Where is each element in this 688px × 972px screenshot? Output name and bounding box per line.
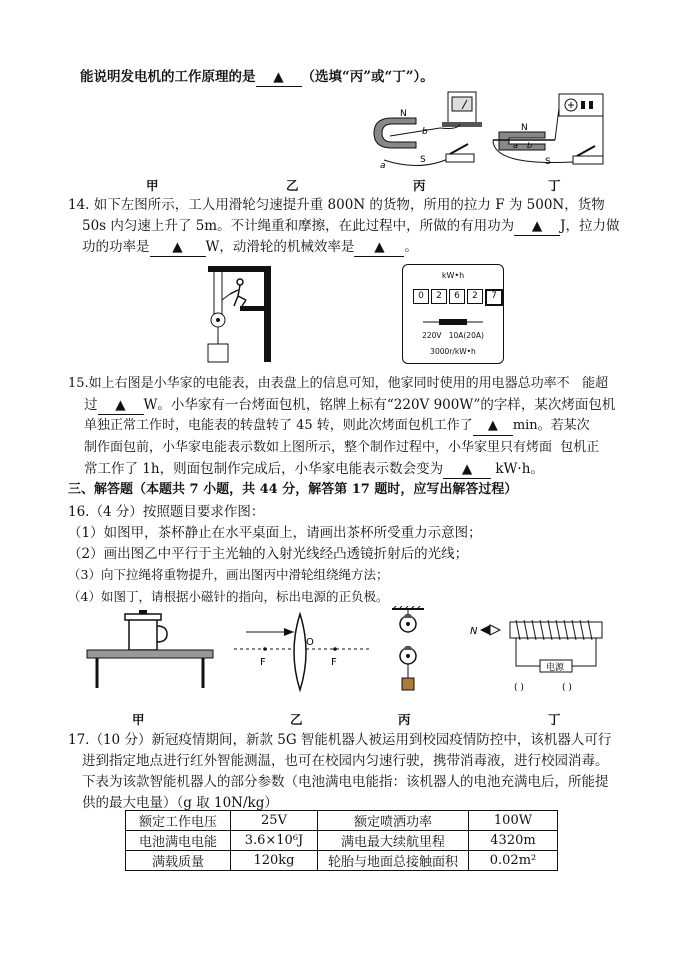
svg-text:N: N	[400, 109, 407, 119]
q15-text-5a: 常工作了 1h，则面包制作完成后，小华家电能表示数会变为	[84, 461, 444, 477]
q14-blank-power: ▲	[150, 238, 206, 257]
q15-line-1	[68, 375, 608, 393]
svg-text:b: b	[422, 127, 428, 137]
meter-digit: 2	[467, 289, 483, 304]
q16-caption-bing: 丙	[398, 712, 411, 727]
q14-blank-efficiency: ▲	[354, 238, 404, 257]
q15-text-5b: kW·h。	[495, 461, 544, 477]
q14-line-3	[82, 238, 418, 257]
q17-line-1: 17.（10 分）新冠疫情期间，新款 5G 智能机器人被运用到校园疫情防控中，该机器人可行	[68, 732, 612, 748]
section-3-title: 三、解答题（本题共 7 小题，共 44 分，解答第 17 题时，应写出解答过程）	[68, 482, 518, 497]
svg-text:N: N	[521, 123, 528, 133]
q14-text-3c: 。	[404, 239, 418, 255]
meter-digit: 2	[431, 289, 447, 304]
svg-text:N: N	[470, 626, 478, 637]
table-cell: 100W	[469, 811, 558, 831]
figure-pulley-worker	[200, 264, 280, 368]
caption-jia: 甲	[146, 178, 159, 193]
table-cell: 满载质量	[126, 851, 231, 871]
q15-line-3	[84, 417, 590, 436]
svg-text:b: b	[527, 141, 533, 150]
q14-line-1: 14. 如下左图所示，工人用滑轮匀速提升重 800N 的货物，所用的拉力 F 为 500N，货物	[68, 197, 605, 213]
meter-digit: 0	[413, 289, 429, 304]
svg-text:电源: 电源	[546, 663, 565, 673]
caption-yi: 乙	[286, 178, 299, 193]
svg-text:S: S	[420, 155, 426, 165]
meter-digit-decimal: 7	[485, 289, 503, 306]
meter-digits	[413, 289, 503, 306]
svg-text:S: S	[545, 157, 551, 167]
figure-solenoid	[468, 612, 608, 696]
q16-item-3: （3）向下拉绳将重物提升，画出图丙中滑轮组绕绳方法；	[68, 567, 389, 582]
table-cell: 电池满电电能	[126, 831, 231, 851]
table-cell: 4320m	[469, 831, 558, 851]
q15-text-2a: 过	[84, 397, 98, 413]
table-row	[126, 831, 558, 851]
q15-line-2	[84, 396, 615, 415]
q16-caption-yi: 乙	[290, 712, 303, 727]
table-cell: 额定工作电压	[126, 811, 231, 831]
table-row	[126, 811, 558, 831]
q15-text-1b: 能超	[582, 376, 609, 391]
table-cell: 轮胎与地面总接触面积	[318, 851, 469, 871]
q15-blank-time: ▲	[473, 417, 513, 436]
q16-title: 16.（4 分）按照题目要求作图：	[68, 504, 265, 520]
svg-text:( ): ( )	[514, 683, 524, 693]
caption-ding: 丁	[548, 178, 561, 193]
table-cell: 3.6×10⁶J	[231, 831, 318, 851]
q15-text-1a: 15.如上右图是小华家的电能表，由表盘上的信息可知，他家同时使用的用电器总功率不	[68, 376, 570, 391]
q16-item-2: （2）画出图乙中平行于主光轴的入射光线经凸透镜折射后的光线；	[68, 546, 469, 562]
q16-caption-ding: 丁	[548, 712, 561, 727]
q16-item-1: （1）如图甲，茶杯静止在水平桌面上，请画出茶杯所受重力示意图；	[68, 525, 482, 541]
q16-item-4: （4）如图丁，请根据小磁针的指向，标出电源的正负极。	[68, 589, 389, 604]
meter-unit: kW•h	[441, 271, 465, 280]
q14-line-2	[82, 217, 620, 236]
meter-rate: 3000r/kW•h	[430, 347, 476, 356]
figure-cup-on-table	[85, 610, 215, 690]
q17-line-4: 供的最大电量）（g 取 10N/kg）	[82, 795, 278, 811]
svg-text:F: F	[331, 657, 337, 668]
svg-text:a: a	[380, 161, 386, 171]
figure-ding-motor	[485, 92, 615, 178]
q15-line-4	[84, 439, 599, 457]
q15-text-3: 单独正常工作时，电能表的转盘转了 45 转，则此次烤面包机工作了	[84, 418, 473, 433]
table-cell: 额定喷洒功率	[318, 811, 469, 831]
q15-text-3b: min。若某次	[512, 418, 590, 433]
svg-text:F: F	[260, 657, 266, 668]
table-cell: 0.02m²	[469, 851, 558, 871]
svg-text:a: a	[513, 141, 518, 150]
q14-text-3b: W，动滑轮的机械效率是	[205, 239, 355, 255]
svg-text:O: O	[306, 637, 314, 648]
q16-caption-jia: 甲	[132, 712, 145, 727]
energy-meter	[402, 264, 504, 364]
figure-bing-generator	[370, 88, 500, 178]
meter-dial-bar	[421, 317, 485, 327]
figure-pulley-system	[388, 606, 428, 698]
q13-hint: （选填“丙”或“丁”）。	[301, 69, 434, 85]
q15-line-5	[84, 460, 544, 479]
meter-digit: 6	[449, 289, 465, 304]
table-row	[126, 851, 558, 871]
caption-bing: 丙	[413, 178, 426, 193]
q17-line-3: 下表为该款智能机器人的部分参数（电池满电电能指：该机器人的电池充满电后，所能提	[82, 774, 609, 790]
table-cell: 120kg	[231, 851, 318, 871]
figure-convex-lens	[232, 612, 372, 694]
q14-text-3a: 功的功率是	[82, 239, 150, 255]
q13-blank: ▲	[256, 68, 302, 87]
svg-text:( ): ( )	[562, 683, 572, 693]
q14-text-2b: J，拉力做	[560, 218, 620, 234]
robot-spec-table	[125, 810, 558, 871]
q13-text: 能说明发电机的工作原理的是	[80, 69, 256, 85]
q15-text-4: 制作面包前，小华家电能表示数如上图所示，整个制作过程中，小华家里只有烤面	[84, 440, 553, 455]
q17-line-2: 进到指定地点进行红外智能测温，也可在校园内匀速行驶，携带消毒液，进行校园消毒。	[82, 753, 609, 769]
meter-spec: 220V 10A(20A)	[422, 331, 484, 340]
q15-blank-power: ▲	[98, 396, 144, 415]
q14-text-2a: 50s 内匀速上升了 5m。不计绳重和摩擦，在此过程中，所做的有用功为	[82, 218, 515, 234]
q15-text-2b: W。小华家有一台烤面包机，铭牌上标有“220V 900W”的字样，某次烤面包机	[143, 397, 616, 413]
q14-blank-work: ▲	[514, 217, 560, 236]
q13-line	[80, 68, 434, 87]
table-cell: 25V	[231, 811, 318, 831]
q15-blank-reading: ▲	[443, 460, 491, 479]
table-cell: 满电最大续航里程	[318, 831, 469, 851]
q15-text-4b: 包机正	[560, 440, 600, 455]
